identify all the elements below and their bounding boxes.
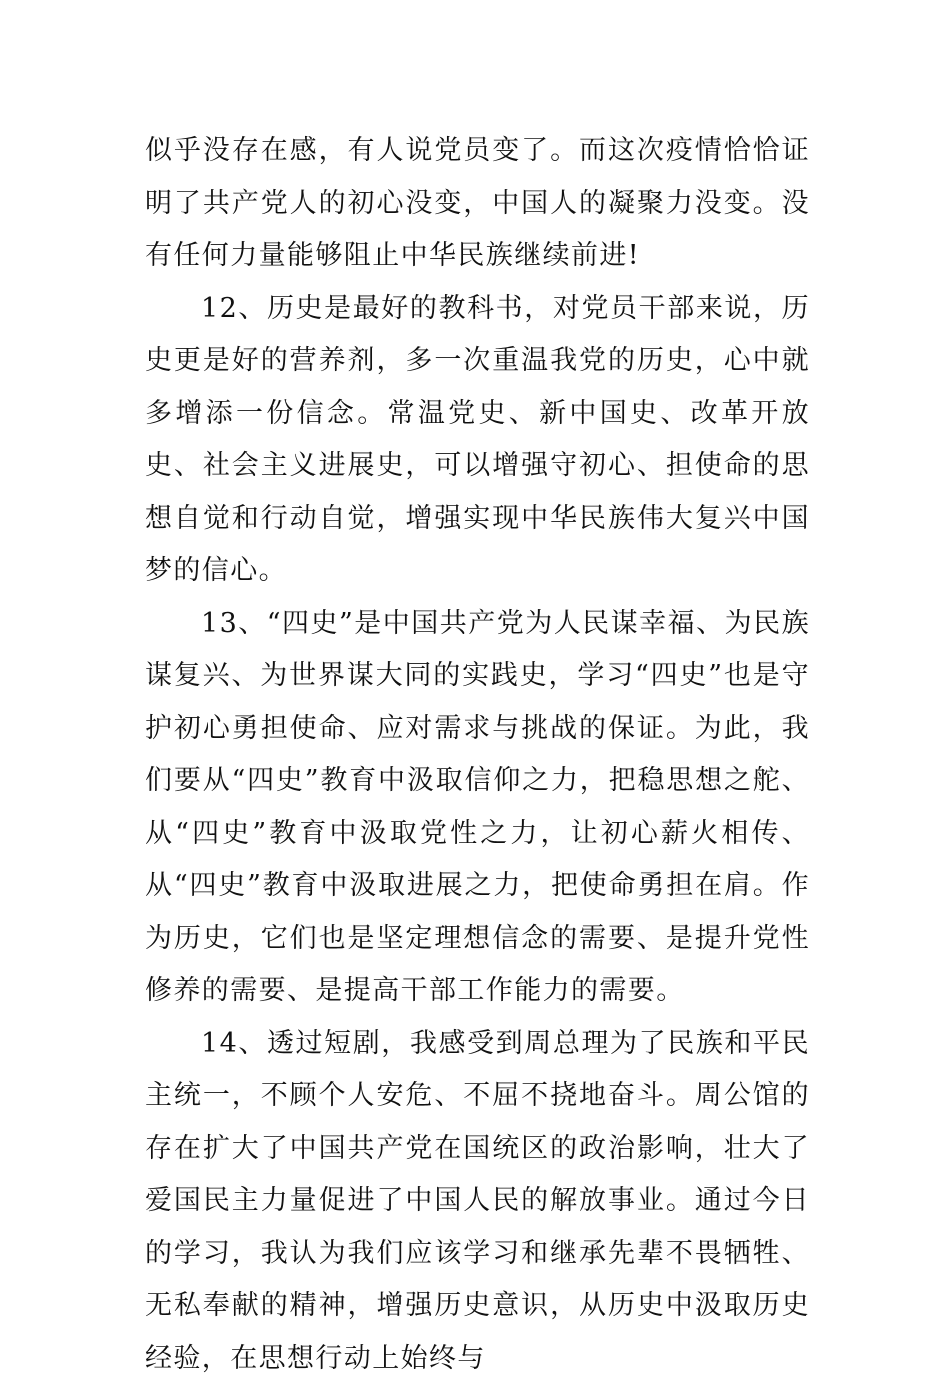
paragraph-13: 13、“四史”是中国共产党为人民谋幸福、为民族谋复兴、为世界谋大同的实践史，学习“四史”也是守护初心勇担使命、应对需求与挑战的保证。为此，我们要从“四史”教育中汲取信仰之力，把稳思想之舵、从“四史”教育中汲取党性之力，让初心薪火相传、从“四史”教育中汲取进展之力，把使命勇担在肩。作为历史，它们也是坚定理想信念的需要、是提升党性修养的需要、是提高干部工作能力的需要。 bbox=[145, 598, 810, 1018]
paragraph-14: 14、透过短剧，我感受到周总理为了民族和平民主统一，不顾个人安危、不屈不挠地奋斗。周公馆的存在扩大了中国共产党在国统区的政治影响，壮大了爱国民主力量促进了中国人民的解放事业。通过今日的学习，我认为我们应该学习和继承先辈不畏牺牲、无私奉献的精神，增强历史意识，从历史中汲取历史经验，在思想行动上始终与 bbox=[145, 1018, 810, 1385]
paragraph-continuation: 似乎没存在感，有人说党员变了。而这次疫情恰恰证明了共产党人的初心没变，中国人的凝聚力没变。没有任何力量能够阻止中华民族继续前进! bbox=[145, 125, 810, 283]
document-body bbox=[145, 125, 810, 1385]
paragraph-12: 12、历史是最好的教科书，对党员干部来说，历史更是好的营养剂，多一次重温我党的历史，心中就多增添一份信念。常温党史、新中国史、改革开放史、社会主义进展史，可以增强守初心、担使命的思想自觉和行动自觉，增强实现中华民族伟大复兴中国梦的信心。 bbox=[145, 283, 810, 598]
